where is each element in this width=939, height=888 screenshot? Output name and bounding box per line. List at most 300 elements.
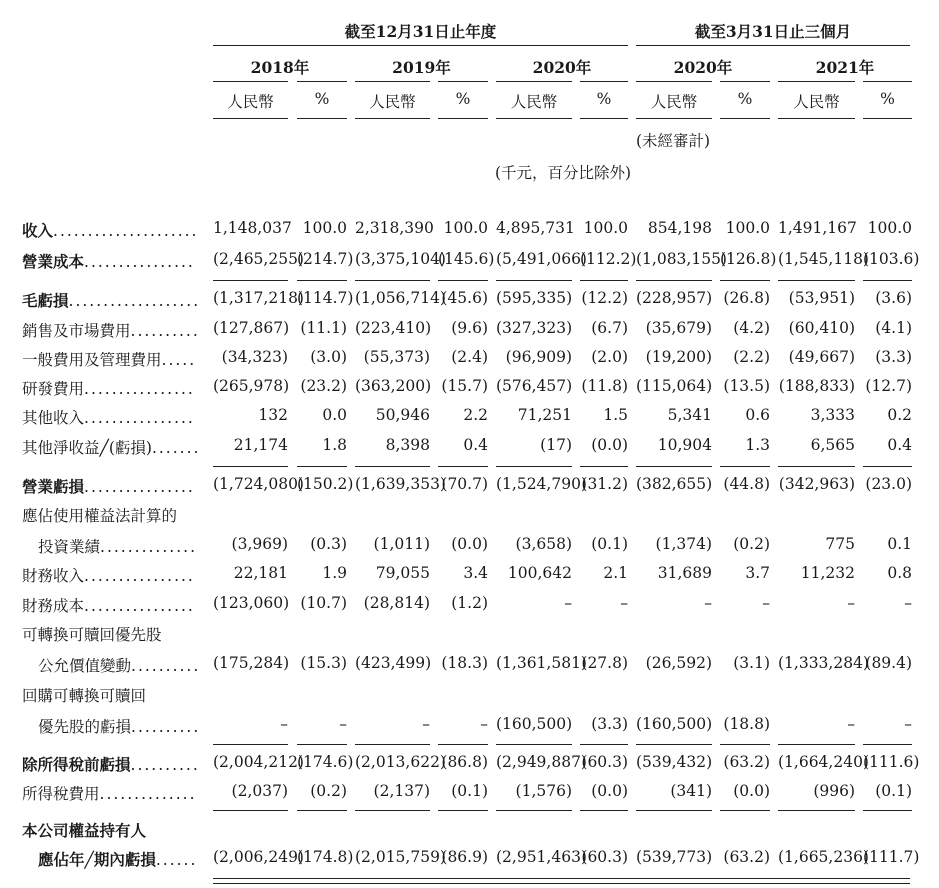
subtotal-rule [213, 466, 288, 467]
row-label-text: 銷售及市場費用 [22, 322, 131, 340]
amount-cell: (160,500) [496, 715, 573, 733]
subtotal-rule [297, 466, 347, 467]
percent-cell: (63.2) [723, 848, 770, 866]
row-label [22, 436, 200, 458]
currency-header: 人民幣 [227, 93, 274, 111]
leader-dots: ................ [84, 253, 195, 271]
year-header: 2020年 [532, 58, 592, 77]
row-label-text: 應佔年╱期內虧損 [38, 850, 156, 869]
amount-cell: (2,037) [231, 782, 288, 800]
amount-cell: 6,565 [810, 436, 855, 454]
row-label-text: 一般費用及管理費用 [22, 351, 162, 369]
row-label-text: 所得稅費用 [22, 785, 100, 803]
subtotal-rule [863, 810, 912, 811]
subheader-underline [355, 118, 430, 119]
percent-cell: (6.7) [591, 319, 628, 337]
amount-cell: (382,655) [636, 475, 713, 493]
amount-cell: (1,083,155) [636, 250, 727, 268]
percent-cell: (60.3) [581, 848, 628, 866]
amount-cell: (96,909) [505, 348, 572, 366]
leader-dots: ..................... [53, 222, 199, 240]
percent-cell: (3.3) [875, 348, 912, 366]
percent-cell: (3.3) [591, 715, 628, 733]
percent-cell: 1.9 [322, 564, 347, 582]
percent-header: % [596, 90, 612, 108]
row-label [22, 319, 200, 341]
row-label [22, 782, 197, 804]
amount-cell: (265,978) [213, 377, 290, 395]
subheader-underline [213, 118, 288, 119]
percent-cell: (31.2) [581, 475, 628, 493]
subtotal-rule [213, 280, 288, 281]
subtotal-rule [863, 466, 912, 467]
amount-cell: 132 [258, 406, 288, 424]
row-label [22, 348, 196, 370]
percent-cell: (0.2) [310, 782, 347, 800]
leader-dots: .......... [131, 657, 201, 675]
percent-cell: (15.3) [300, 654, 347, 672]
amount-cell: – [422, 715, 430, 733]
year-header: 2018年 [250, 58, 310, 77]
percent-cell: (3.6) [875, 289, 912, 307]
currency-header: 人民幣 [369, 93, 416, 111]
percent-cell: – [620, 594, 628, 612]
percent-cell: (112.2) [580, 250, 637, 268]
percent-cell: (63.2) [723, 753, 770, 771]
amount-cell: 71,251 [517, 406, 572, 424]
subheader-underline [778, 118, 855, 119]
percent-cell: 0.0 [322, 406, 347, 424]
percent-cell: (18.3) [441, 654, 488, 672]
percent-cell: 0.6 [745, 406, 770, 424]
subheader-underline [720, 118, 770, 119]
row-label [22, 475, 195, 497]
amount-cell: (539,432) [636, 753, 713, 771]
leader-dots: ..... [161, 351, 197, 369]
leader-dots: ................ [84, 380, 195, 398]
amount-cell: (2,006,249) [213, 848, 304, 866]
subheader-underline [297, 118, 347, 119]
percent-cell: (45.6) [441, 289, 488, 307]
percent-cell: – [339, 715, 347, 733]
row-label [22, 219, 198, 241]
percent-cell: (4.2) [733, 319, 770, 337]
row-label-text: 財務成本 [22, 597, 85, 615]
percent-cell: 1.3 [745, 436, 770, 454]
percent-cell: (126.8) [720, 250, 777, 268]
percent-cell: 2.1 [603, 564, 628, 582]
amount-cell: (363,200) [355, 377, 432, 395]
leader-dots: .......... [131, 718, 201, 736]
row-label [22, 623, 162, 645]
amount-cell: (55,373) [363, 348, 430, 366]
percent-cell: (0.0) [591, 436, 628, 454]
row-label-text: 可轉換可贖回優先股 [22, 626, 162, 644]
amount-cell: (423,499) [355, 654, 432, 672]
amount-cell: (3,375,104) [355, 250, 446, 268]
row-label-text: 本公司權益持有人 [22, 821, 147, 840]
row-label [22, 250, 195, 272]
amount-cell: (26,592) [645, 654, 712, 672]
percent-cell: (86.8) [441, 753, 488, 771]
leader-dots: ................ [84, 567, 195, 585]
leader-dots: ................ [84, 409, 195, 427]
amount-cell: 5,341 [667, 406, 712, 424]
amount-cell: (1,524,790) [496, 475, 587, 493]
amount-cell: – [847, 715, 855, 733]
subtotal-rule [580, 466, 628, 467]
row-label-text: 其他收入 [22, 409, 85, 427]
year-underline [355, 81, 430, 82]
leader-dots: ...... [155, 851, 198, 869]
subtotal-rule [720, 466, 770, 467]
amount-cell: (123,060) [213, 594, 290, 612]
amount-cell: 31,689 [657, 564, 712, 582]
subtotal-rule [496, 466, 572, 467]
subtotal-rule [496, 810, 572, 811]
subtotal-rule [580, 280, 628, 281]
percent-cell: 3.7 [745, 564, 770, 582]
amount-cell: (35,679) [645, 319, 712, 337]
percent-cell: 0.2 [887, 406, 912, 424]
currency-header: 人民幣 [793, 93, 840, 111]
subtotal-rule [496, 280, 572, 281]
amount-cell: (17) [540, 436, 572, 454]
row-label [22, 819, 146, 841]
amount-cell: (1,545,118) [778, 250, 869, 268]
percent-cell: (12.7) [865, 377, 912, 395]
amount-cell: (228,957) [636, 289, 713, 307]
amount-cell: (1,576) [515, 782, 572, 800]
amount-cell: 1,491,167 [778, 219, 857, 237]
row-label-text: 公允價值變動 [38, 657, 132, 675]
year-underline [636, 81, 712, 82]
year-header: 2021年 [815, 58, 875, 77]
amount-cell: (341) [670, 782, 712, 800]
amount-cell: – [847, 594, 855, 612]
percent-cell: (0.1) [591, 535, 628, 553]
row-label [38, 654, 200, 676]
row-label [22, 753, 200, 775]
amount-cell: 100,642 [507, 564, 572, 582]
year-underline [297, 81, 347, 82]
year-underline [213, 81, 288, 82]
subheader-underline [438, 118, 488, 119]
amount-cell: 8,398 [385, 436, 430, 454]
percent-cell: 0.1 [887, 535, 912, 553]
leader-dots: .............. [100, 538, 197, 556]
percent-cell: (44.8) [723, 475, 770, 493]
percent-cell: (18.8) [723, 715, 770, 733]
amount-cell: (1,724,080) [213, 475, 304, 493]
percent-cell: (60.3) [581, 753, 628, 771]
subtotal-rule [438, 744, 488, 745]
row-label-text: 其他淨收益╱(虧損) [22, 439, 152, 457]
percent-cell: (174.8) [297, 848, 354, 866]
percent-cell: 3.4 [463, 564, 488, 582]
amount-cell: (223,410) [355, 319, 432, 337]
percent-cell: (0.2) [733, 535, 770, 553]
amount-cell: (1,361,581) [496, 654, 587, 672]
percent-cell: (174.6) [297, 753, 354, 771]
subtotal-rule [496, 744, 572, 745]
amount-cell: (2,013,622) [355, 753, 446, 771]
percent-cell: (114.7) [297, 289, 354, 307]
amount-cell: (2,015,759) [355, 848, 446, 866]
leader-dots: ....... [151, 439, 201, 457]
percent-cell: (4.1) [875, 319, 912, 337]
currency-header: 人民幣 [650, 93, 698, 111]
percent-cell: (89.4) [865, 654, 912, 672]
percent-cell: (23.0) [865, 475, 912, 493]
leader-dots: ................... [68, 292, 201, 310]
subtotal-rule [720, 280, 770, 281]
row-label-text: 財務收入 [22, 567, 85, 585]
percent-cell: (111.6) [863, 753, 920, 771]
subtotal-rule [720, 744, 770, 745]
amount-cell: (996) [813, 782, 855, 800]
amount-cell: (127,867) [213, 319, 290, 337]
amount-cell: (19,200) [645, 348, 712, 366]
amount-cell: (3,658) [515, 535, 572, 553]
percent-cell: (2.0) [591, 348, 628, 366]
subtotal-rule [863, 744, 912, 745]
percent-cell: 1.5 [603, 406, 628, 424]
subtotal-rule [636, 744, 712, 745]
amount-cell: (5,491,066) [496, 250, 587, 268]
row-label-text: 毛虧損 [22, 291, 69, 310]
amount-cell: (34,323) [221, 348, 288, 366]
unit-note: (千元，百分比除外) [495, 164, 632, 182]
subtotal-rule [213, 810, 288, 811]
subtotal-rule [355, 810, 430, 811]
row-label-text: 投資業績 [38, 538, 101, 556]
percent-cell: (13.5) [723, 377, 770, 395]
subtotal-rule [636, 280, 712, 281]
row-label [22, 564, 195, 586]
percent-cell: (86.9) [441, 848, 488, 866]
amount-cell: (1,011) [373, 535, 430, 553]
leader-dots: .......... [130, 322, 200, 340]
year-underline [778, 81, 855, 82]
percent-cell: (12.2) [581, 289, 628, 307]
percent-cell: (111.7) [863, 848, 920, 866]
amount-cell: – [704, 594, 712, 612]
subtotal-rule [438, 280, 488, 281]
amount-cell: 21,174 [233, 436, 288, 454]
row-label-text: 優先股的虧損 [38, 718, 132, 736]
subheader-underline [863, 118, 912, 119]
leader-dots: .............. [99, 785, 197, 803]
subtotal-rule [297, 744, 347, 745]
amount-cell: (1,056,714) [355, 289, 446, 307]
amount-cell: (2,951,463) [496, 848, 587, 866]
percent-cell: – [762, 594, 770, 612]
row-label [38, 848, 197, 870]
percent-cell: 2.2 [463, 406, 488, 424]
amount-cell: 775 [825, 535, 855, 553]
percent-cell: 100.0 [302, 219, 347, 237]
row-label-text: 收入 [22, 221, 54, 240]
amount-cell: – [564, 594, 572, 612]
percent-header: % [737, 90, 753, 108]
amount-cell: (188,833) [778, 377, 855, 395]
percent-cell: (70.7) [441, 475, 488, 493]
percent-header: % [880, 90, 895, 108]
row-label [22, 504, 177, 526]
percent-cell: (214.7) [297, 250, 354, 268]
header-group2-title: 截至3月31日止三個月 [694, 22, 852, 41]
unaudited-note: (未經審計) [636, 132, 711, 150]
leader-dots: .......... [130, 756, 200, 774]
percent-cell: (0.0) [591, 782, 628, 800]
row-label-text: 營業虧損 [22, 477, 85, 496]
percent-cell: 100.0 [867, 219, 912, 237]
percent-cell: 0.8 [887, 564, 912, 582]
percent-cell: (3.0) [310, 348, 347, 366]
subtotal-rule [355, 466, 430, 467]
percent-cell: (0.1) [875, 782, 912, 800]
percent-cell: (145.6) [438, 250, 495, 268]
percent-cell: 100.0 [583, 219, 628, 237]
subtotal-rule [778, 466, 855, 467]
amount-cell: (115,064) [636, 377, 713, 395]
subtotal-rule [355, 280, 430, 281]
amount-cell: (539,773) [636, 848, 713, 866]
percent-cell: (1.2) [451, 594, 488, 612]
leader-dots: ................ [84, 597, 195, 615]
amount-cell: (595,335) [496, 289, 573, 307]
row-label-text: 研發費用 [22, 380, 85, 398]
percent-cell: (2.2) [733, 348, 770, 366]
row-label [22, 684, 146, 706]
percent-header: % [314, 90, 330, 108]
subtotal-rule [297, 280, 347, 281]
row-label [38, 535, 197, 557]
percent-cell: 1.8 [322, 436, 347, 454]
subtotal-rule [580, 744, 628, 745]
header-group1-rule [213, 45, 628, 46]
percent-cell: (26.8) [723, 289, 770, 307]
amount-cell: (53,951) [788, 289, 855, 307]
percent-cell: (0.0) [451, 535, 488, 553]
amount-cell: 11,232 [800, 564, 855, 582]
percent-cell: – [904, 715, 912, 733]
percent-cell: (9.6) [451, 319, 488, 337]
percent-cell: – [480, 715, 488, 733]
leader-dots: ................ [84, 478, 195, 496]
percent-cell: (11.1) [300, 319, 347, 337]
subheader-underline [636, 118, 712, 119]
amount-cell: (3,969) [231, 535, 288, 553]
subtotal-rule [355, 744, 430, 745]
percent-cell: (15.7) [441, 377, 488, 395]
percent-cell: 0.4 [463, 436, 488, 454]
row-label-text: 除所得稅前虧損 [22, 755, 131, 774]
amount-cell: (2,465,255) [213, 250, 304, 268]
row-label [22, 289, 200, 311]
percent-cell: (103.6) [863, 250, 920, 268]
percent-cell: (0.0) [733, 782, 770, 800]
year-underline [720, 81, 770, 82]
subtotal-rule [213, 744, 288, 745]
total-double-rule [213, 878, 910, 884]
amount-cell: 4,895,731 [496, 219, 575, 237]
amount-cell: (2,137) [373, 782, 430, 800]
amount-cell: 50,946 [375, 406, 430, 424]
subtotal-rule [636, 466, 712, 467]
row-label-text: 應佔使用權益法計算的 [22, 507, 178, 525]
percent-cell: 100.0 [725, 219, 770, 237]
row-label-text: 營業成本 [22, 252, 85, 271]
amount-cell: (1,374) [655, 535, 712, 553]
percent-cell: 0.4 [887, 436, 912, 454]
amount-cell: 79,055 [375, 564, 430, 582]
subtotal-rule [863, 280, 912, 281]
amount-cell: (175,284) [213, 654, 290, 672]
subtotal-rule [438, 466, 488, 467]
percent-cell: (23.2) [300, 377, 347, 395]
row-label [22, 377, 195, 399]
amount-cell: (1,317,218) [213, 289, 304, 307]
header-group2-rule [636, 45, 910, 46]
row-label [22, 406, 195, 428]
subtotal-rule [297, 810, 347, 811]
percent-cell: (0.1) [451, 782, 488, 800]
percent-cell: (27.8) [581, 654, 628, 672]
percent-cell: (2.4) [451, 348, 488, 366]
amount-cell: (1,333,284) [778, 654, 869, 672]
year-header: 2019年 [392, 58, 451, 77]
row-label [38, 715, 200, 737]
amount-cell: (1,639,353) [355, 475, 446, 493]
percent-cell: (10.7) [300, 594, 347, 612]
subtotal-rule [720, 810, 770, 811]
amount-cell: 854,198 [647, 219, 712, 237]
amount-cell: (1,665,236) [778, 848, 869, 866]
amount-cell: (342,963) [778, 475, 855, 493]
header-group1-title: 截至12月31日止年度 [344, 22, 497, 41]
subtotal-rule [636, 810, 712, 811]
subtotal-rule [438, 810, 488, 811]
year-underline [496, 81, 572, 82]
amount-cell: (2,949,887) [496, 753, 587, 771]
percent-cell: (3.1) [733, 654, 770, 672]
subtotal-rule [580, 810, 628, 811]
subheader-underline [580, 118, 628, 119]
subtotal-rule [778, 280, 855, 281]
percent-cell: – [904, 594, 912, 612]
row-label [22, 594, 195, 616]
currency-header: 人民幣 [510, 93, 558, 111]
year-underline [438, 81, 488, 82]
amount-cell: 10,904 [657, 436, 712, 454]
percent-cell: (0.3) [310, 535, 347, 553]
year-underline [580, 81, 628, 82]
subheader-underline [496, 118, 572, 119]
amount-cell: (2,004,212) [213, 753, 304, 771]
amount-cell: 22,181 [233, 564, 288, 582]
amount-cell: (576,457) [496, 377, 573, 395]
amount-cell: 3,333 [810, 406, 855, 424]
subtotal-rule [778, 744, 855, 745]
percent-header: % [455, 90, 471, 108]
amount-cell: 2,318,390 [355, 219, 434, 237]
amount-cell: (327,323) [496, 319, 573, 337]
percent-cell: (150.2) [297, 475, 354, 493]
amount-cell: (60,410) [788, 319, 855, 337]
year-underline [863, 81, 912, 82]
